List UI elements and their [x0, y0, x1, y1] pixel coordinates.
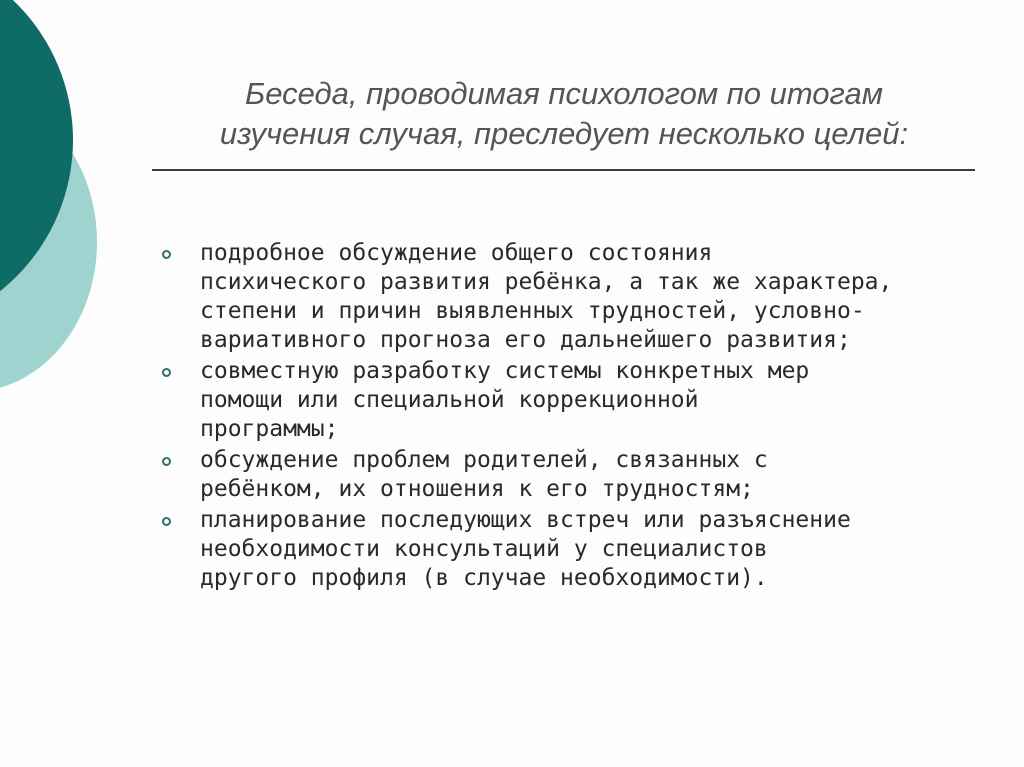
bullet-item	[160, 239, 1000, 355]
bullet-item	[160, 446, 1000, 504]
bullet-item	[160, 357, 1000, 444]
bullet-text	[200, 239, 1000, 355]
circle-bullet-icon	[162, 368, 171, 377]
bullet-line: психического развития ребёнка, а так же характера,	[200, 269, 893, 295]
bullet-line: необходимости консультаций у специалистов	[200, 536, 768, 562]
bullet-line: степени и причин выявленных трудностей, условно-	[200, 298, 865, 324]
bullet-line: помощи или специальной коррекционной	[200, 387, 699, 413]
bullet-line: подробное обсуждение общего состояния	[200, 240, 713, 266]
bullet-line: планирование последующих встреч или разъяснение	[200, 507, 851, 533]
bullet-line: другого профиля (в случае необходимости).	[200, 565, 768, 591]
bullet-line: вариативного прогноза его дальнейшего развития;	[200, 327, 851, 353]
bullet-line: ребёнком, их отношения к его трудностям;	[200, 476, 754, 502]
bullet-line: программы;	[200, 416, 339, 442]
bullet-text	[200, 506, 1000, 593]
bullet-line: совместную разработку системы конкретных мер	[200, 358, 810, 384]
bullet-text	[200, 357, 1000, 444]
circle-bullet-icon	[162, 517, 171, 526]
slide-title	[150, 74, 978, 154]
bullet-text	[200, 446, 1000, 504]
circle-bullet-icon	[162, 457, 171, 466]
title-divider	[152, 169, 975, 171]
circle-bullet-icon	[162, 250, 171, 259]
bullet-item	[160, 506, 1000, 593]
bullet-line: обсуждение проблем родителей, связанных с	[200, 447, 768, 473]
title-line: изучения случая, преследует несколько целей:	[219, 116, 909, 151]
bullet-list	[160, 239, 1000, 595]
title-line: Беседа, проводимая психологом по итогам	[245, 76, 883, 111]
